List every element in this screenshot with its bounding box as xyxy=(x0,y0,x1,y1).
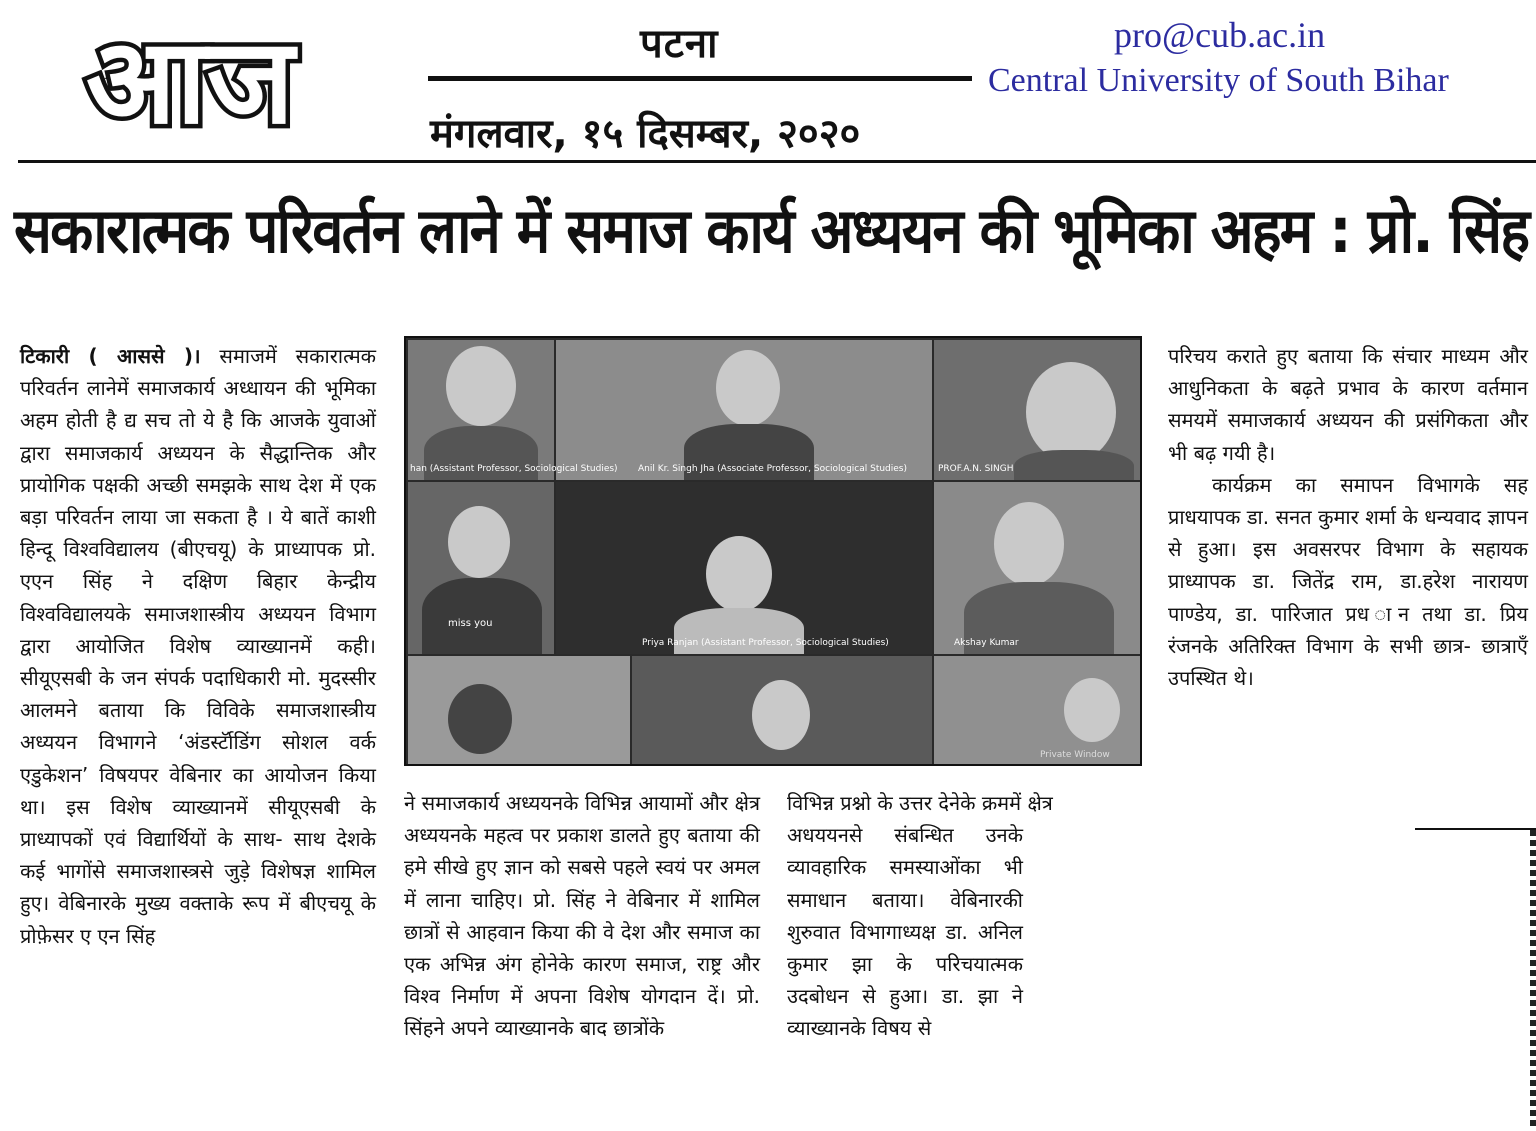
participant-caption: Akshay Kumar xyxy=(954,638,1019,648)
video-tile xyxy=(556,482,932,654)
university-name: Central University of South Bihar xyxy=(988,62,1449,99)
watermark-caption: Private Window xyxy=(1040,750,1110,760)
webinar-photo xyxy=(404,336,1142,766)
edge-strip xyxy=(1530,830,1536,1130)
edition-date: मंगलवार, १५ दिसम्बर, २०२० xyxy=(430,111,861,157)
article-column-3 xyxy=(787,787,1143,1045)
header-rule xyxy=(428,76,972,81)
article-text: विभिन्न प्रश्नो के उत्तर देनेके क्रममें क्षेत्र xyxy=(787,791,1053,815)
svg-text:आज: आज xyxy=(86,14,295,144)
headline: सकारात्मक परिवर्तन लाने में समाज कार्य अध्ययन की भूमिका अहम : प्रो. सिंह xyxy=(14,194,1529,267)
participant-caption: han (Assistant Professor, Sociological Studies) xyxy=(410,464,618,474)
column-rule xyxy=(1415,828,1536,830)
participant-caption: PROF.A.N. SINGH xyxy=(938,464,1014,474)
video-tile xyxy=(632,656,932,764)
participant-caption: Anil Kr. Singh Jha (Associate Professor, Sociological Studies) xyxy=(638,464,907,474)
headline-rule xyxy=(18,160,1536,163)
article-column-1 xyxy=(20,340,376,952)
video-tile xyxy=(934,656,1140,764)
article-paragraph: परिचय कराते हुए बताया कि संचार माध्यम और आधुनिकता के बढ़ते प्रभाव के कारण वर्तमान समयमें समाजकार्य अध्ययन की प्रसंगिकता और भी बढ़ गयी है। xyxy=(1168,344,1528,465)
article-text: अधययनसे संबन्धित उनके व्यावहारिक समस्याओंका भी समाधान बताया। वेबिनारकी शुरुवात विभागाध्यक्ष डा. अनिल कुमार झा के परिचयात्मक उदबोधन से हुआ। डा. झा ने व्याख्यानके विषय से xyxy=(787,823,1023,1041)
contact-email: pro@cub.ac.in xyxy=(1114,15,1326,55)
article-paragraph: कार्यक्रम का समापन विभागके सह प्राधयापक डा. सनत कुमार शर्मा के धन्यवाद ज्ञापन से हुआ। इस अवसरपर विभाग के सहायक प्राध्यापक डा. जितेंद्र राम, डा.हरेश नारायण पाण्डेय, डा. पारिजात प्रध ान तथा डा. प्रिय रंजनके अतिरिक्त विभाग के सभी छात्र- छात्राएँ उपस्थित थे। xyxy=(1168,472,1528,691)
video-tile xyxy=(408,340,554,480)
video-tile xyxy=(408,656,630,764)
video-tile xyxy=(934,340,1140,480)
video-tile xyxy=(408,482,554,654)
article-column-2: ने समाजकार्य अध्ययनके विभिन्न आयामों और क्षेत्र अध्ययनके महत्व पर प्रकाश डालते हुए बताया की हमे सीखे हुए ज्ञान को सबसे पहले स्वयं पर अमल में लाना चाहिए। प्रो. सिंह ने वेबिनार में शामिल छात्रों से आहवान किया की वे देश और समाज का एक अभिन्न अंग होनेके कारण समाज, राष्ट्र और विश्व निर्माण में अपना विशेष योगदान दें। प्रो. सिंहने अपने व्याख्यानके बाद छात्रोंके xyxy=(404,791,760,1041)
article-column-4 xyxy=(1168,340,1528,694)
edition-city: पटना xyxy=(640,21,719,67)
dateline: टिकारी ( आससे )। xyxy=(20,344,201,368)
article-text: समाजमें सकारात्मक परिवर्तन लानेमें समाजकार्य अध्धायन की भूमिका अहम होती है द्य सच तो ये है कि आजके युवाओं द्वारा समाजकार्य अध्ययन के सैद्धान्तिक और प्रायोगिक पक्षकी अच्छी समझके साथ देश में एक बड़ा परिवर्तन लाया जा सकता है । ये बातें काशी हिन्दू विश्वविद्यालय (बीएचयू) के प्राध्यापक प्रो. एएन सिंह ने दक्षिण बिहार केन्द्रीय विश्वविद्यालयके समाजशास्त्रीय अध्ययन विभाग द्वारा आयोजित विशेष व्याख्यानमें कही। सीयूएसबी के जन संपर्क पदाधिकारी मो. मुदस्सीर आलमने बताया कि विविके समाजशास्त्रीय अध्ययन विभागने ‘अंडर्स्टॅाडिंग सोशल वर्क एडुकेशन’ विषयपर वेबिनार का आयोजन किया था। इस विशेष व्याख्यानमें सीयूएसबी के प्राध्यापकों एवं विद्यार्थियों के साथ- साथ देशके कई भागोंसे समाजशास्त्रसे जुड़े विशेषज्ञ शामिल हुए। वेबिनारके मुख्य वक्ताके रूप में बीएचयू के प्रोफ़ेसर ए एन सिंह xyxy=(20,344,377,948)
video-tile xyxy=(934,482,1140,654)
newspaper-logo xyxy=(80,14,410,144)
shirt-text: miss you xyxy=(448,618,493,629)
video-tile xyxy=(556,340,932,480)
participant-caption: Priya Ranjan (Assistant Professor, Sociological Studies) xyxy=(642,638,889,648)
